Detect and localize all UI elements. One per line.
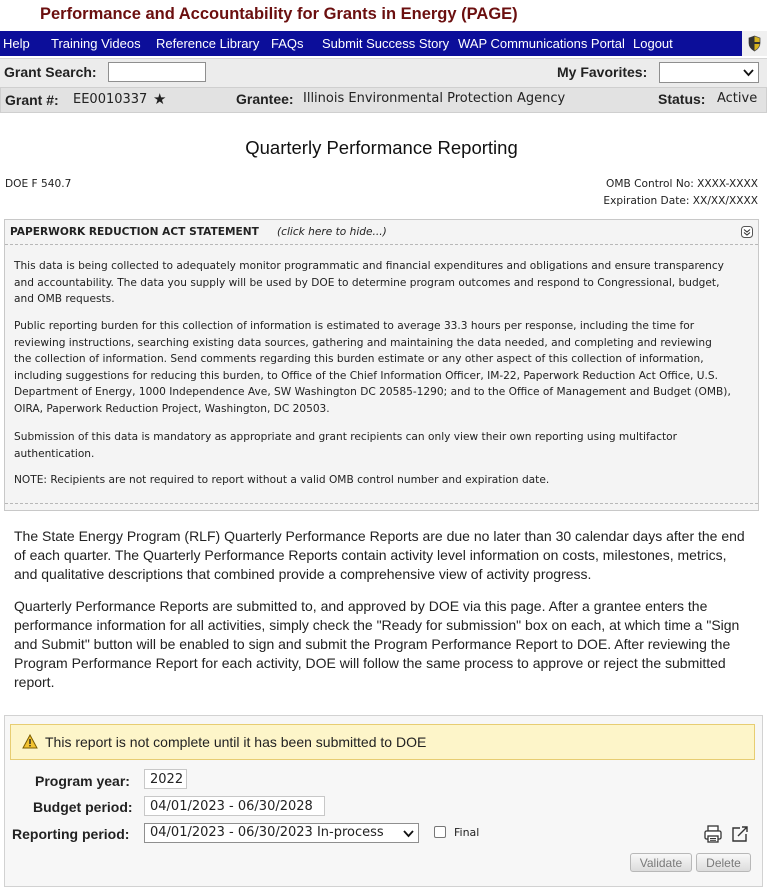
status-label: Status: <box>658 91 706 107</box>
reporting-period-select[interactable] <box>144 823 419 843</box>
pra-paragraph-burden: Public reporting burden for this collection of information is estimated to average 33.3 hours per response, including the time for reviewing instructions, searching existing data sources, gathering and maintaining the data needed, and completing and reviewing the collection of information. Send comments regarding this burden estimate or any other aspect of this collection of information, including suggestions for reducing this burden, to Office of the Chief Information Officer, IM-22, Paperwork Reduction Act Office, U.S. Department of Energy, 1000 Independence Ave, SW Washington DC 20585-1290; and to the Office of Management and Budget (OMB), OIRA, Paperwork Reduction Project, Washington, DC 20503. <box>14 320 731 415</box>
app-title: Performance and Accountability for Grants in Energy (PAGE) <box>40 5 518 23</box>
chevron-down-icon <box>403 830 414 838</box>
grant-search-input[interactable] <box>108 62 206 82</box>
pra-divider <box>5 503 758 504</box>
grantee-name: Illinois Environmental Protection Agency <box>303 91 566 106</box>
delete-button[interactable]: Delete <box>696 853 751 872</box>
grantee-label: Grantee: <box>236 91 294 107</box>
program-year-field: 2022 <box>144 769 187 789</box>
pra-paragraph-mandatory: Submission of this data is mandatory as appropriate and grant recipients can only view their own reporting using multifactor authentication. <box>14 431 678 460</box>
nav-reference-library[interactable]: Reference Library <box>156 36 260 51</box>
my-favorites-select[interactable] <box>659 62 759 83</box>
report-panel <box>4 715 763 887</box>
reporting-period-label: Reporting period: <box>12 826 130 842</box>
my-favorites-label: My Favorites: <box>557 64 648 80</box>
expiration-date: Expiration Date: XX/XX/XXXX <box>603 195 758 207</box>
paperwork-reduction-toggle[interactable]: (click here to hide...) <box>277 226 387 238</box>
nav-help[interactable]: Help <box>3 36 30 51</box>
nav-faqs[interactable]: FAQs <box>271 36 304 51</box>
nav-submit-success-story[interactable]: Submit Success Story <box>322 36 450 51</box>
shield-icon[interactable] <box>742 31 767 56</box>
paperwork-reduction-panel <box>4 219 759 511</box>
search-bar <box>0 58 767 87</box>
reporting-period-value: 04/01/2023 - 06/30/2023 In-process <box>150 825 384 840</box>
page-title: Quarterly Performance Reporting <box>245 137 518 158</box>
omb-control-number: OMB Control No: XXXX-XXXX <box>606 178 758 190</box>
grant-info-bar <box>0 87 767 113</box>
nav-logout[interactable]: Logout <box>633 36 673 51</box>
grant-search-label: Grant Search: <box>4 64 97 80</box>
warning-banner <box>10 724 755 760</box>
pra-paragraph-purpose: This data is being collected to adequately monitor programmatic and financial expenditures and obligations and ensure transparency and accountability. The data you supply will be used by DOE to determine program outcomes and respond to Congressional, budget, and OMB requests. <box>14 260 724 305</box>
pra-paragraph-note: NOTE: Recipients are not required to report without a valid OMB control number and expiration date. <box>14 474 550 486</box>
status-value: Active <box>717 91 758 106</box>
final-label: Final <box>454 826 480 839</box>
nav-wap-communications-portal[interactable]: WAP Communications Portal <box>458 36 625 51</box>
paperwork-reduction-header[interactable] <box>5 220 758 245</box>
my-favorites-value <box>660 67 664 81</box>
form-id: DOE F 540.7 <box>5 178 72 190</box>
final-checkbox[interactable] <box>434 826 446 838</box>
export-icon[interactable] <box>730 824 750 844</box>
chevron-double-up-icon[interactable] <box>741 226 753 238</box>
printer-icon[interactable] <box>703 824 723 844</box>
budget-period-field: 04/01/2023 - 06/30/2028 <box>144 796 325 816</box>
main-nav <box>0 31 767 56</box>
nav-training-videos[interactable]: Training Videos <box>51 36 141 51</box>
grant-number-label: Grant #: <box>5 92 59 108</box>
warning-text: This report is not complete until it has been submitted to DOE <box>45 734 427 750</box>
intro-paragraph-due: The State Energy Program (RLF) Quarterly Performance Reports are due no later than 30 calendar days after the end of each quarter. The Quarterly Performance Reports contain activity level information on costs, milestones, metrics, and qualitative descriptions that combined provide a comprehensive view of activity progress. <box>14 528 745 582</box>
program-year-label: Program year: <box>35 773 130 789</box>
grant-number: EE0010337 <box>73 92 148 107</box>
warning-icon <box>22 734 38 749</box>
budget-period-label: Budget period: <box>33 799 133 815</box>
chevron-down-icon <box>743 69 754 77</box>
validate-button[interactable]: Validate <box>630 853 692 872</box>
paperwork-reduction-title: PAPERWORK REDUCTION ACT STATEMENT <box>10 226 259 238</box>
favorite-star-icon[interactable]: ★ <box>153 90 167 108</box>
intro-paragraph-submission: Quarterly Performance Reports are submitted to, and approved by DOE via this page. After a grantee enters the performance information for all activities, simply check the "Ready for submission" box on each, at which time a "Sign and Submit" button will be enabled to sign and submit the Program Performance Report to DOE. After reviewing the Program Performance Report for each activity, DOE will follow the same process to approve or reject the submitted report. <box>14 598 740 690</box>
